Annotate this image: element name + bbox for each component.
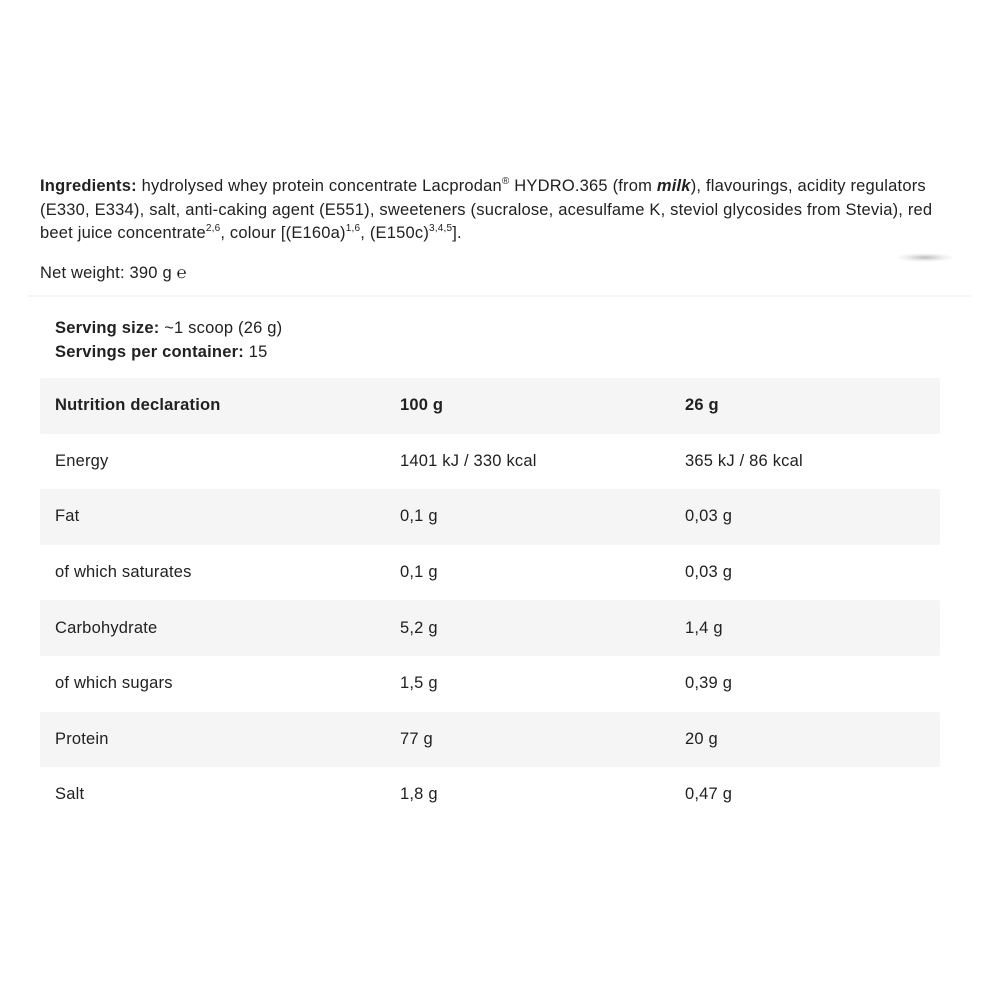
net-weight-value: 390 g ℮ (129, 264, 187, 282)
nutrition-table (40, 378, 940, 823)
row-per26: 0,39 g (685, 674, 733, 693)
net-weight-line (40, 264, 187, 283)
serving-size-line (55, 316, 282, 340)
table-row-carbohydrate (40, 600, 940, 656)
serving-size-label: Serving size: (55, 319, 160, 337)
table-row-fat (40, 489, 940, 545)
servings-per-container-line (55, 340, 282, 364)
row-per100: 0,1 g (400, 507, 438, 526)
table-header-row (40, 378, 940, 434)
page-curl-shadow (896, 253, 954, 262)
row-per26: 0,03 g (685, 507, 733, 526)
row-per100: 0,1 g (400, 563, 438, 582)
row-label: Salt (55, 785, 85, 804)
row-per100: 77 g (400, 729, 433, 748)
row-label: Fat (55, 507, 80, 526)
serving-info (55, 316, 282, 364)
row-per26: 365 kJ / 86 kcal (685, 451, 803, 470)
row-per26: 1,4 g (685, 618, 723, 637)
servings-per-container-label: Servings per container: (55, 343, 244, 361)
row-label: Carbohydrate (55, 618, 158, 637)
row-per100: 1401 kJ / 330 kcal (400, 451, 537, 470)
row-label: of which sugars (55, 674, 173, 693)
section-divider (28, 295, 972, 297)
row-per100: 5,2 g (400, 618, 438, 637)
servings-per-container-value: 15 (248, 343, 268, 361)
table-row-salt (40, 767, 940, 823)
row-per26: 20 g (685, 729, 718, 748)
row-per26: 0,03 g (685, 563, 733, 582)
row-per100: 1,8 g (400, 785, 438, 804)
serving-size-value: ~1 scoop (26 g) (164, 319, 283, 337)
table-row-saturates (40, 545, 940, 601)
net-weight-label: Net weight: (40, 264, 125, 282)
row-per26: 0,47 g (685, 785, 733, 804)
row-per100: 1,5 g (400, 674, 438, 693)
table-row-sugars (40, 656, 940, 712)
row-label: Protein (55, 729, 109, 748)
header-nutrition-declaration: Nutrition declaration (55, 396, 221, 415)
table-row-energy (40, 434, 940, 490)
header-per-100g: 100 g (400, 396, 444, 415)
row-label: Energy (55, 451, 109, 470)
row-label: of which saturates (55, 563, 192, 582)
ingredients-paragraph: Ingredients: hydrolysed whey protein concentrate Lacprodan® HYDRO.365 (from milk), flavourings, acidity regulators (E330, E334), salt, anti-caking agent (E551), sweeteners (sucralose, acesulfame K, steviol glycosides from Stevia), red beet juice concentrate$^{2,6}$, colour [$(E160a)^{1,6}$, $(E150c)^{3,4,5}$]. (40, 175, 933, 242)
table-row-protein (40, 712, 940, 768)
header-per-26g: 26 g (685, 396, 719, 415)
